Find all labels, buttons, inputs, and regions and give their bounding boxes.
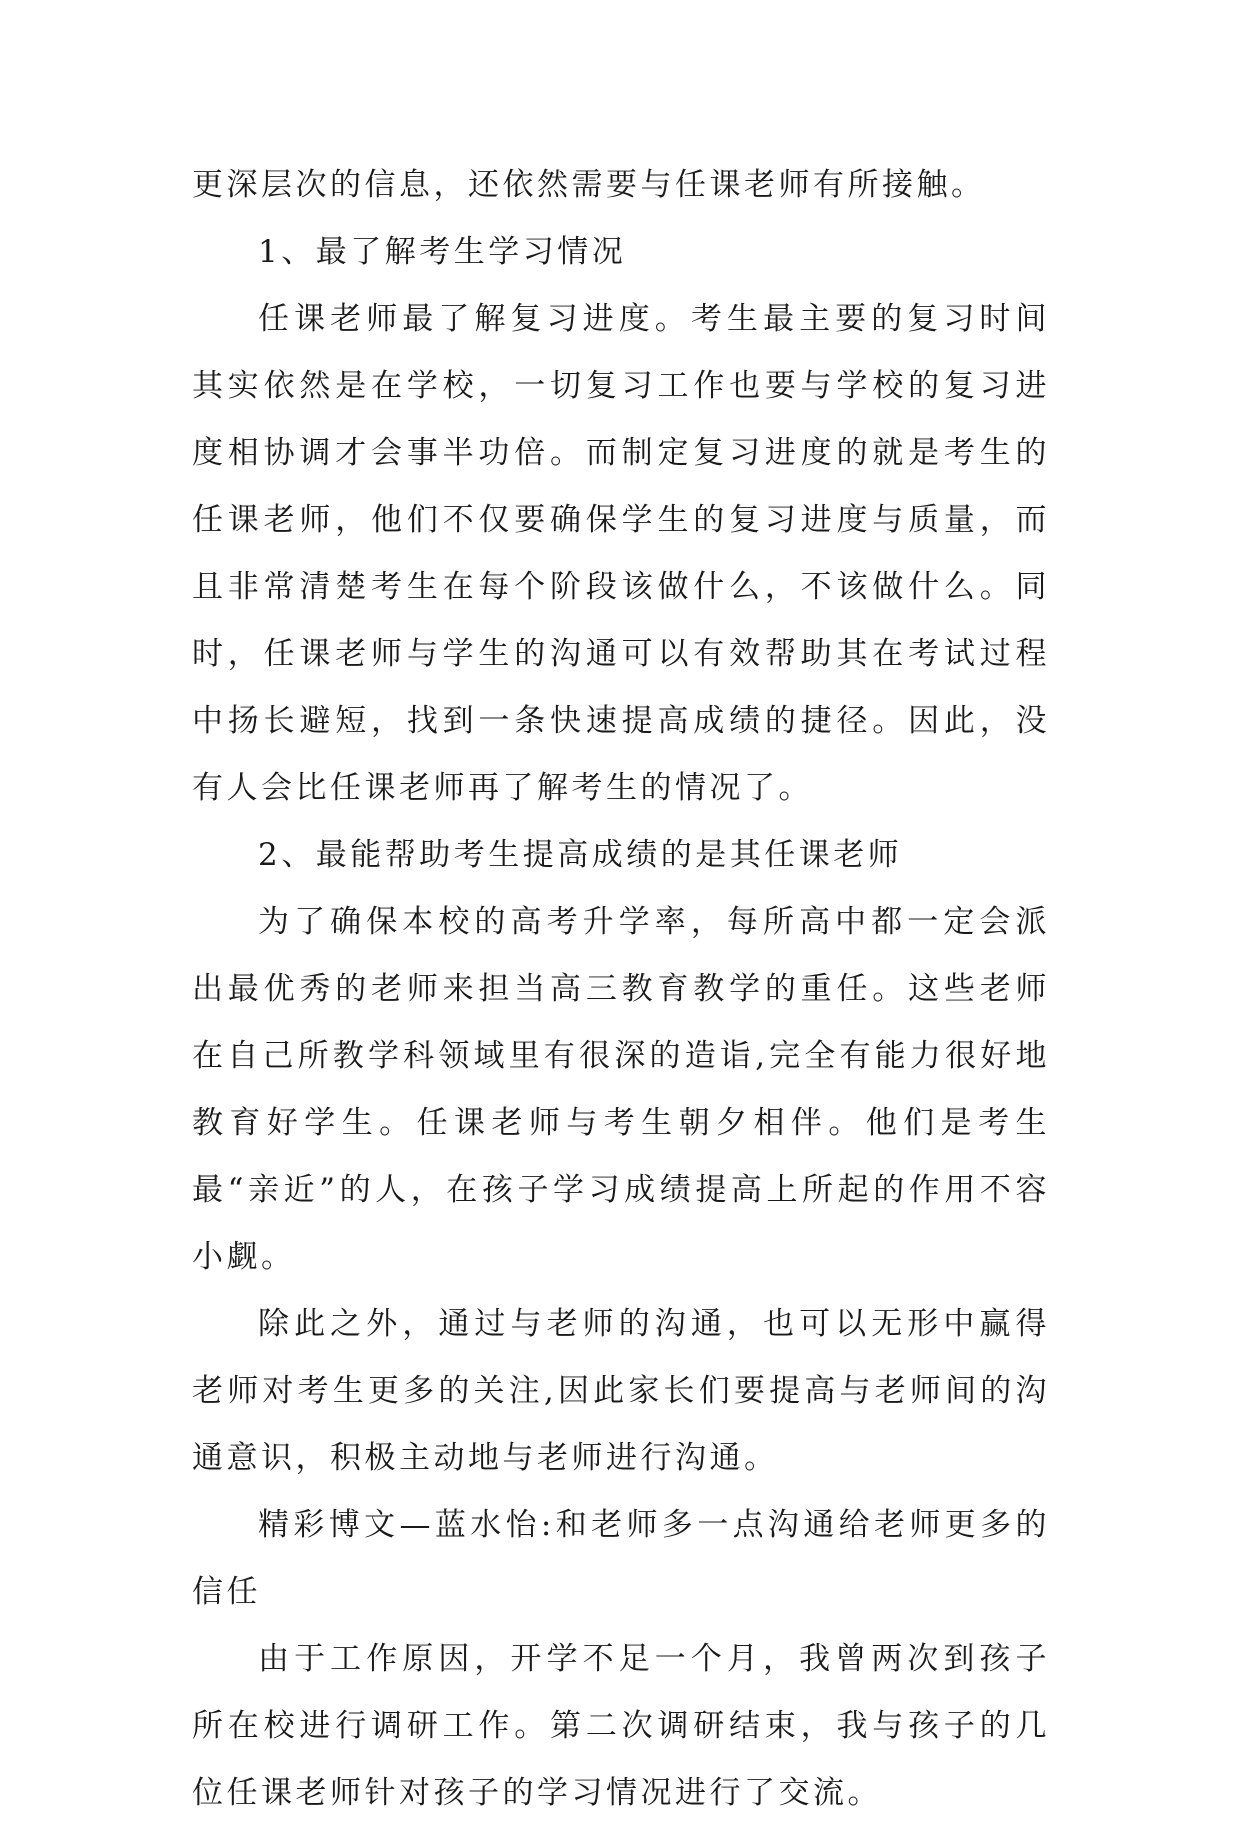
paragraph: 为了确保本校的高考升学率，每所高中都一定会派出最优秀的老师来担当高三教育教学的重任。这些老师在自己所教学科领域里有很深的造诣,完全有能力很好地教育好学生。任课老师与考生朝夕相伴。他们是考生最“亲近”的人，在孩子学习成绩提高上所起的作用不容小觑。 — [192, 904, 1050, 1275]
section-heading-2: 2、最能帮助考生提高成绩的是其任课老师 — [258, 837, 903, 873]
document-body — [192, 152, 1050, 1827]
section-heading-1: 1、最了解考生学习情况 — [258, 234, 627, 270]
paragraph: 任课老师最了解复习进度。考生最主要的复习时间其实依然是在学校，一切复习工作也要与学校的复习进度相协调才会事半功倍。而制定复习进度的就是考生的任课老师，他们不仅要确保学生的复习进度与质量，而且非常清楚考生在每个阶段该做什么，不该做什么。同时，任课老师与学生的沟通可以有效帮助其在考试过程中扬长避短，找到一条快速提高成绩的捷径。因此，没有人会比任课老师再了解考生的情况了。 — [192, 301, 1050, 806]
paragraph: 由于工作原因，开学不足一个月，我曾两次到孩子所在校进行调研工作。第二次调研结束，我与孩子的几位任课老师针对孩子的学习情况进行了交流。 — [192, 1641, 1050, 1811]
paragraph-continuation: 更深层次的信息，还依然需要与任课老师有所接触。 — [192, 167, 986, 203]
paragraph: 除此之外，通过与老师的沟通，也可以无形中赢得老师对考生更多的关注,因此家长们要提高与老师间的沟通意识，积极主动地与老师进行沟通。 — [192, 1306, 1050, 1476]
article-title: 精彩博文—蓝水怡:和老师多一点沟通给老师更多的信任 — [192, 1507, 1050, 1610]
